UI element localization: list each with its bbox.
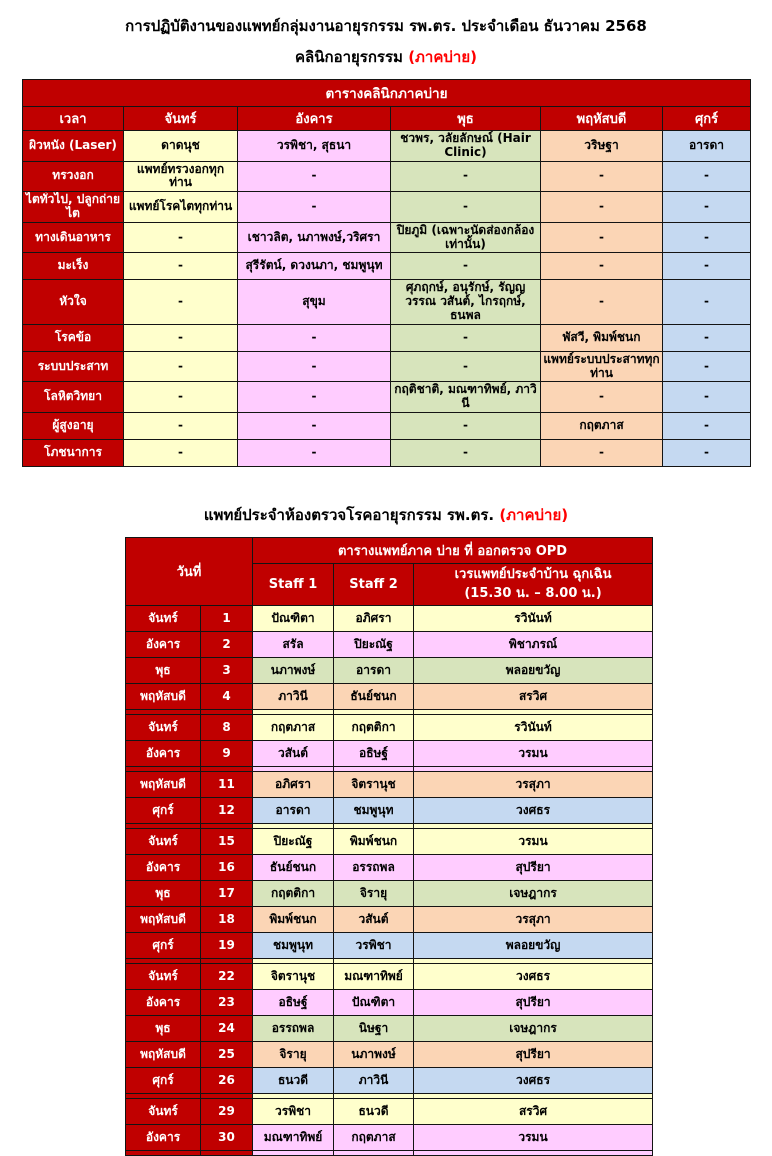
opd-resident-cell: พิชาภรณ์ — [414, 631, 653, 657]
opd-date-cell: 26 — [201, 1067, 253, 1093]
opd-resident-cell: รวินันท์ — [414, 714, 653, 740]
clinic-cell-thursday: - — [541, 192, 663, 223]
opd-staff1-cell: ธันย์ชนก — [253, 854, 334, 880]
clinic-cell-wednesday: ชวพร, วลัยลักษณ์ (Hair Clinic) — [391, 131, 541, 162]
opd-day-cell: จันทร์ — [126, 1098, 201, 1124]
opd-date-cell: 9 — [201, 740, 253, 766]
clinic-row-label: โรคข้อ — [23, 324, 124, 351]
clinic-cell-wednesday: - — [391, 439, 541, 466]
clinic-table-title: ตารางคลินิกภาคบ่าย — [23, 80, 751, 107]
clinic-cell-monday: แพทย์โรคไตทุกท่าน — [124, 192, 238, 223]
opd-date-cell: 19 — [201, 932, 253, 958]
clinic-cell-thursday: พัสวี, พิมพ์ชนก — [541, 324, 663, 351]
opd-table-title: ตารางแพทย์ภาค บ่าย ที่ ออกตรวจ OPD — [253, 537, 653, 563]
opd-resident-cell: วรสุภา — [414, 906, 653, 932]
opd-day-cell: อังคาร — [126, 1124, 201, 1150]
opd-staff2-header: Staff 2 — [334, 563, 414, 605]
opd-day-cell: จันทร์ — [126, 605, 201, 631]
opd-row — [126, 1067, 653, 1093]
opd-day-cell: พุธ — [126, 1015, 201, 1041]
opd-day-cell: ศุกร์ — [126, 1067, 201, 1093]
opd-date-cell: 8 — [201, 714, 253, 740]
opd-staff2-cell: นภาพงษ์ — [334, 1041, 414, 1067]
opd-staff1-cell: กฤตภาส — [253, 714, 334, 740]
clinic-cell-thursday: แพทย์ระบบประสาททุกท่าน — [541, 351, 663, 382]
opd-row — [126, 1098, 653, 1124]
clinic-cell-thursday: กฤตภาส — [541, 412, 663, 439]
opd-separator-cell — [414, 1150, 653, 1155]
clinic-cell-monday: ดาดนุช — [124, 131, 238, 162]
clinic-cell-friday: - — [663, 324, 751, 351]
clinic-cell-monday: - — [124, 382, 238, 413]
opd-resident-cell: วรมน — [414, 740, 653, 766]
opd-heading-session: (ภาคบ่าย) — [499, 505, 569, 524]
clinic-cell-friday: - — [663, 382, 751, 413]
clinic-cell-tuesday: สุรีรัตน์, ดวงนภา, ชมพูนุท — [238, 253, 391, 280]
opd-date-cell: 30 — [201, 1124, 253, 1150]
opd-day-cell: จันทร์ — [126, 963, 201, 989]
clinic-cell-thursday: - — [541, 222, 663, 253]
opd-date-cell: 17 — [201, 880, 253, 906]
clinic-cell-friday: - — [663, 412, 751, 439]
opd-day-cell: จันทร์ — [126, 828, 201, 854]
clinic-cell-thursday: - — [541, 161, 663, 192]
opd-resident-cell: วงศธร — [414, 1067, 653, 1093]
clinic-cell-wednesday: - — [391, 351, 541, 382]
clinic-row-label: โลหิตวิทยา — [23, 382, 124, 413]
opd-resident-cell: เจษฎากร — [414, 1015, 653, 1041]
opd-staff1-cell: อรรถพล — [253, 1015, 334, 1041]
opd-staff2-cell: วรพิชา — [334, 932, 414, 958]
clinic-row-label: มะเร็ง — [23, 253, 124, 280]
clinic-row-label: โภชนาการ — [23, 439, 124, 466]
opd-date-cell: 1 — [201, 605, 253, 631]
clinic-cell-wednesday: - — [391, 192, 541, 223]
opd-staff1-cell: อภิศรา — [253, 771, 334, 797]
opd-date-cell: 18 — [201, 906, 253, 932]
clinic-table-header-row — [23, 107, 751, 131]
opd-staff2-cell: มณฑาทิพย์ — [334, 963, 414, 989]
page-title: การปฏิบัติงานของแพทย์กลุ่มงานอายุรกรรม รพ.ตร. ประจำเดือน ธันวาคม 2568 — [125, 17, 647, 35]
clinic-cell-tuesday: - — [238, 351, 391, 382]
opd-staff2-cell: นิษฐา — [334, 1015, 414, 1041]
opd-resident-header-line2: (15.30 น. – 8.00 น.) — [464, 586, 602, 602]
clinic-cell-monday: - — [124, 439, 238, 466]
clinic-cell-thursday: วริษฐา — [541, 131, 663, 162]
clinic-cell-tuesday: เชาวลิต, นภาพงษ์,วริศรา — [238, 222, 391, 253]
clinic-cell-friday: - — [663, 280, 751, 324]
opd-resident-cell: วรสุภา — [414, 771, 653, 797]
opd-row — [126, 740, 653, 766]
clinic-row — [23, 412, 751, 439]
opd-row — [126, 932, 653, 958]
opd-day-cell: พฤหัสบดี — [126, 1041, 201, 1067]
opd-separator-row — [126, 1150, 653, 1155]
opd-date-cell: 12 — [201, 797, 253, 823]
opd-staff2-cell: วสันต์ — [334, 906, 414, 932]
opd-staff2-cell: ธันย์ชนก — [334, 683, 414, 709]
opd-day-cell: อังคาร — [126, 989, 201, 1015]
clinic-row — [23, 382, 751, 413]
opd-resident-header — [414, 563, 653, 605]
opd-row — [126, 714, 653, 740]
clinic-cell-friday: - — [663, 253, 751, 280]
clinic-col-thursday: พฤหัสบดี — [541, 107, 663, 131]
opd-staff1-cell: ปัณฑิตา — [253, 605, 334, 631]
clinic-cell-tuesday: - — [238, 161, 391, 192]
clinic-cell-tuesday: - — [238, 324, 391, 351]
opd-date-cell: 24 — [201, 1015, 253, 1041]
opd-day-cell: อังคาร — [126, 740, 201, 766]
opd-staff1-cell: จิตรานุช — [253, 963, 334, 989]
clinic-row-label: ระบบประสาท — [23, 351, 124, 382]
opd-staff2-cell: กฤตติกา — [334, 714, 414, 740]
clinic-row — [23, 131, 751, 162]
clinic-cell-wednesday: กฤติชาติ, มณฑาทิพย์, ภาวินี — [391, 382, 541, 413]
opd-resident-cell: สรวิศ — [414, 1098, 653, 1124]
clinic-cell-wednesday: - — [391, 253, 541, 280]
opd-staff1-cell: พิมพ์ชนก — [253, 906, 334, 932]
opd-row — [126, 828, 653, 854]
clinic-cell-monday: - — [124, 324, 238, 351]
clinic-cell-wednesday: ปิยภูมิ (เฉพาะนัดส่องกล้องเท่านั้น) — [391, 222, 541, 253]
opd-day-cell: ศุกร์ — [126, 797, 201, 823]
clinic-row — [23, 161, 751, 192]
clinic-row — [23, 324, 751, 351]
clinic-row — [23, 222, 751, 253]
opd-separator-date-cell — [201, 1150, 253, 1155]
opd-staff1-cell: ธนวดี — [253, 1067, 334, 1093]
opd-row — [126, 963, 653, 989]
opd-day-cell: พุธ — [126, 657, 201, 683]
opd-date-cell: 11 — [201, 771, 253, 797]
opd-staff1-cell: วสันต์ — [253, 740, 334, 766]
opd-date-cell: 2 — [201, 631, 253, 657]
clinic-heading — [0, 45, 772, 69]
clinic-cell-thursday: - — [541, 253, 663, 280]
clinic-cell-friday: - — [663, 222, 751, 253]
clinic-table — [22, 79, 751, 467]
opd-staff1-cell: มณฑาทิพย์ — [253, 1124, 334, 1150]
clinic-col-time: เวลา — [23, 107, 124, 131]
clinic-row — [23, 439, 751, 466]
opd-staff2-cell: กฤตภาส — [334, 1124, 414, 1150]
opd-resident-cell: วงศธร — [414, 797, 653, 823]
opd-staff2-cell: อธิษฐ์ — [334, 740, 414, 766]
opd-staff2-cell: ธนวดี — [334, 1098, 414, 1124]
clinic-row — [23, 280, 751, 324]
clinic-row-label: ทางเดินอาหาร — [23, 222, 124, 253]
opd-row — [126, 906, 653, 932]
clinic-cell-friday: - — [663, 351, 751, 382]
clinic-col-wednesday: พุธ — [391, 107, 541, 131]
opd-day-cell: อังคาร — [126, 854, 201, 880]
opd-row — [126, 854, 653, 880]
opd-staff2-cell: ปิยะณัฐ — [334, 631, 414, 657]
opd-resident-header-line1: เวรแพทย์ประจำบ้าน ฉุกเฉิน — [454, 566, 612, 582]
opd-row — [126, 605, 653, 631]
opd-resident-cell: พลอยขวัญ — [414, 657, 653, 683]
opd-row — [126, 989, 653, 1015]
opd-resident-cell: สรวิศ — [414, 683, 653, 709]
clinic-cell-thursday: - — [541, 439, 663, 466]
opd-staff1-cell: จิรายุ — [253, 1041, 334, 1067]
opd-resident-cell: สุปรียา — [414, 1041, 653, 1067]
opd-resident-cell: รวินันท์ — [414, 605, 653, 631]
clinic-row-label: ผิวหนัง (Laser) — [23, 131, 124, 162]
opd-date-cell: 29 — [201, 1098, 253, 1124]
clinic-col-tuesday: อังคาร — [238, 107, 391, 131]
clinic-cell-friday: อารดา — [663, 131, 751, 162]
clinic-row-label: ทรวงอก — [23, 161, 124, 192]
opd-staff2-cell: อรรถพล — [334, 854, 414, 880]
opd-date-cell: 16 — [201, 854, 253, 880]
opd-resident-cell: สุปรียา — [414, 854, 653, 880]
opd-staff1-cell: ปิยะณัฐ — [253, 828, 334, 854]
opd-resident-cell: เจษฎากร — [414, 880, 653, 906]
clinic-cell-monday: - — [124, 351, 238, 382]
opd-row — [126, 880, 653, 906]
clinic-col-friday: ศุกร์ — [663, 107, 751, 131]
clinic-cell-wednesday: ศุภฤกษ์, อนุรักษ์, รัญญวรรณ วสันต์, ไกรฤกษ์, ธนพล — [391, 280, 541, 324]
opd-staff2-cell: อารดา — [334, 657, 414, 683]
opd-staff2-cell: อภิศรา — [334, 605, 414, 631]
opd-resident-cell: สุปรียา — [414, 989, 653, 1015]
opd-row — [126, 657, 653, 683]
opd-row — [126, 631, 653, 657]
opd-staff1-header: Staff 1 — [253, 563, 334, 605]
clinic-cell-tuesday: สุขุม — [238, 280, 391, 324]
opd-table-title-row — [126, 537, 653, 563]
clinic-row — [23, 351, 751, 382]
opd-resident-cell: วรมน — [414, 828, 653, 854]
opd-separator-cell — [334, 1150, 414, 1155]
clinic-row — [23, 253, 751, 280]
opd-staff1-cell: กฤตติกา — [253, 880, 334, 906]
clinic-cell-monday: - — [124, 412, 238, 439]
opd-staff1-cell: สรัล — [253, 631, 334, 657]
clinic-cell-monday: - — [124, 222, 238, 253]
opd-heading-text: แพทย์ประจำห้องตรวจโรคอายุรกรรม รพ.ตร. — [203, 505, 495, 524]
opd-resident-cell: วงศธร — [414, 963, 653, 989]
clinic-cell-friday: - — [663, 439, 751, 466]
clinic-cell-thursday: - — [541, 280, 663, 324]
clinic-table-title-row — [23, 80, 751, 107]
opd-staff1-cell: อธิษฐ์ — [253, 989, 334, 1015]
opd-resident-cell: วรมน — [414, 1124, 653, 1150]
opd-staff2-cell: ภาวินี — [334, 1067, 414, 1093]
opd-separator-day-cell — [126, 1150, 201, 1155]
clinic-cell-friday: - — [663, 192, 751, 223]
opd-staff2-cell: จิรายุ — [334, 880, 414, 906]
clinic-cell-monday: - — [124, 280, 238, 324]
opd-row — [126, 1015, 653, 1041]
clinic-row-label: ไตทั่วไป, ปลูกถ่ายไต — [23, 192, 124, 223]
clinic-cell-wednesday: - — [391, 161, 541, 192]
opd-date-cell: 23 — [201, 989, 253, 1015]
opd-staff2-cell: ชมพูนุท — [334, 797, 414, 823]
opd-row — [126, 797, 653, 823]
clinic-cell-friday: - — [663, 161, 751, 192]
opd-staff1-cell: วรพิชา — [253, 1098, 334, 1124]
opd-date-cell: 25 — [201, 1041, 253, 1067]
opd-separator-cell — [253, 1150, 334, 1155]
opd-staff2-cell: จิตรานุช — [334, 771, 414, 797]
opd-staff1-cell: อารดา — [253, 797, 334, 823]
clinic-cell-tuesday: - — [238, 382, 391, 413]
opd-heading — [0, 503, 772, 527]
clinic-row-label: ผู้สูงอายุ — [23, 412, 124, 439]
opd-date-cell: 22 — [201, 963, 253, 989]
opd-day-cell: พฤหัสบดี — [126, 771, 201, 797]
clinic-col-monday: จันทร์ — [124, 107, 238, 131]
clinic-row — [23, 192, 751, 223]
clinic-cell-thursday: - — [541, 382, 663, 413]
opd-table-body — [126, 605, 653, 1155]
clinic-row-label: หัวใจ — [23, 280, 124, 324]
clinic-cell-tuesday: - — [238, 192, 391, 223]
clinic-cell-wednesday: - — [391, 324, 541, 351]
opd-date-cell: 3 — [201, 657, 253, 683]
opd-row — [126, 1124, 653, 1150]
opd-staff2-cell: ปัณฑิตา — [334, 989, 414, 1015]
opd-staff1-cell: ภาวินี — [253, 683, 334, 709]
opd-staff2-cell: พิมพ์ชนก — [334, 828, 414, 854]
clinic-cell-monday: - — [124, 253, 238, 280]
clinic-cell-wednesday: - — [391, 412, 541, 439]
clinic-table-body — [23, 131, 751, 467]
opd-date-cell: 4 — [201, 683, 253, 709]
opd-day-cell: พุธ — [126, 880, 201, 906]
opd-table — [125, 537, 653, 1156]
opd-resident-cell: พลอยขวัญ — [414, 932, 653, 958]
clinic-heading-session: (ภาคบ่าย) — [408, 48, 477, 66]
opd-staff1-cell: นภาพงษ์ — [253, 657, 334, 683]
clinic-cell-tuesday: - — [238, 412, 391, 439]
clinic-cell-tuesday: - — [238, 439, 391, 466]
opd-day-cell: ศุกร์ — [126, 932, 201, 958]
opd-row — [126, 1041, 653, 1067]
opd-date-header: วันที่ — [126, 537, 253, 605]
opd-day-cell: อังคาร — [126, 631, 201, 657]
opd-day-cell: พฤหัสบดี — [126, 683, 201, 709]
opd-row — [126, 683, 653, 709]
opd-date-cell: 15 — [201, 828, 253, 854]
clinic-cell-monday: แพทย์ทรวงอกทุกท่าน — [124, 161, 238, 192]
opd-staff1-cell: ชมพูนุท — [253, 932, 334, 958]
clinic-heading-text: คลินิกอายุรกรรม — [295, 48, 403, 66]
clinic-cell-tuesday: วรพิชา, สุธนา — [238, 131, 391, 162]
opd-day-cell: พฤหัสบดี — [126, 906, 201, 932]
opd-day-cell: จันทร์ — [126, 714, 201, 740]
opd-row — [126, 771, 653, 797]
